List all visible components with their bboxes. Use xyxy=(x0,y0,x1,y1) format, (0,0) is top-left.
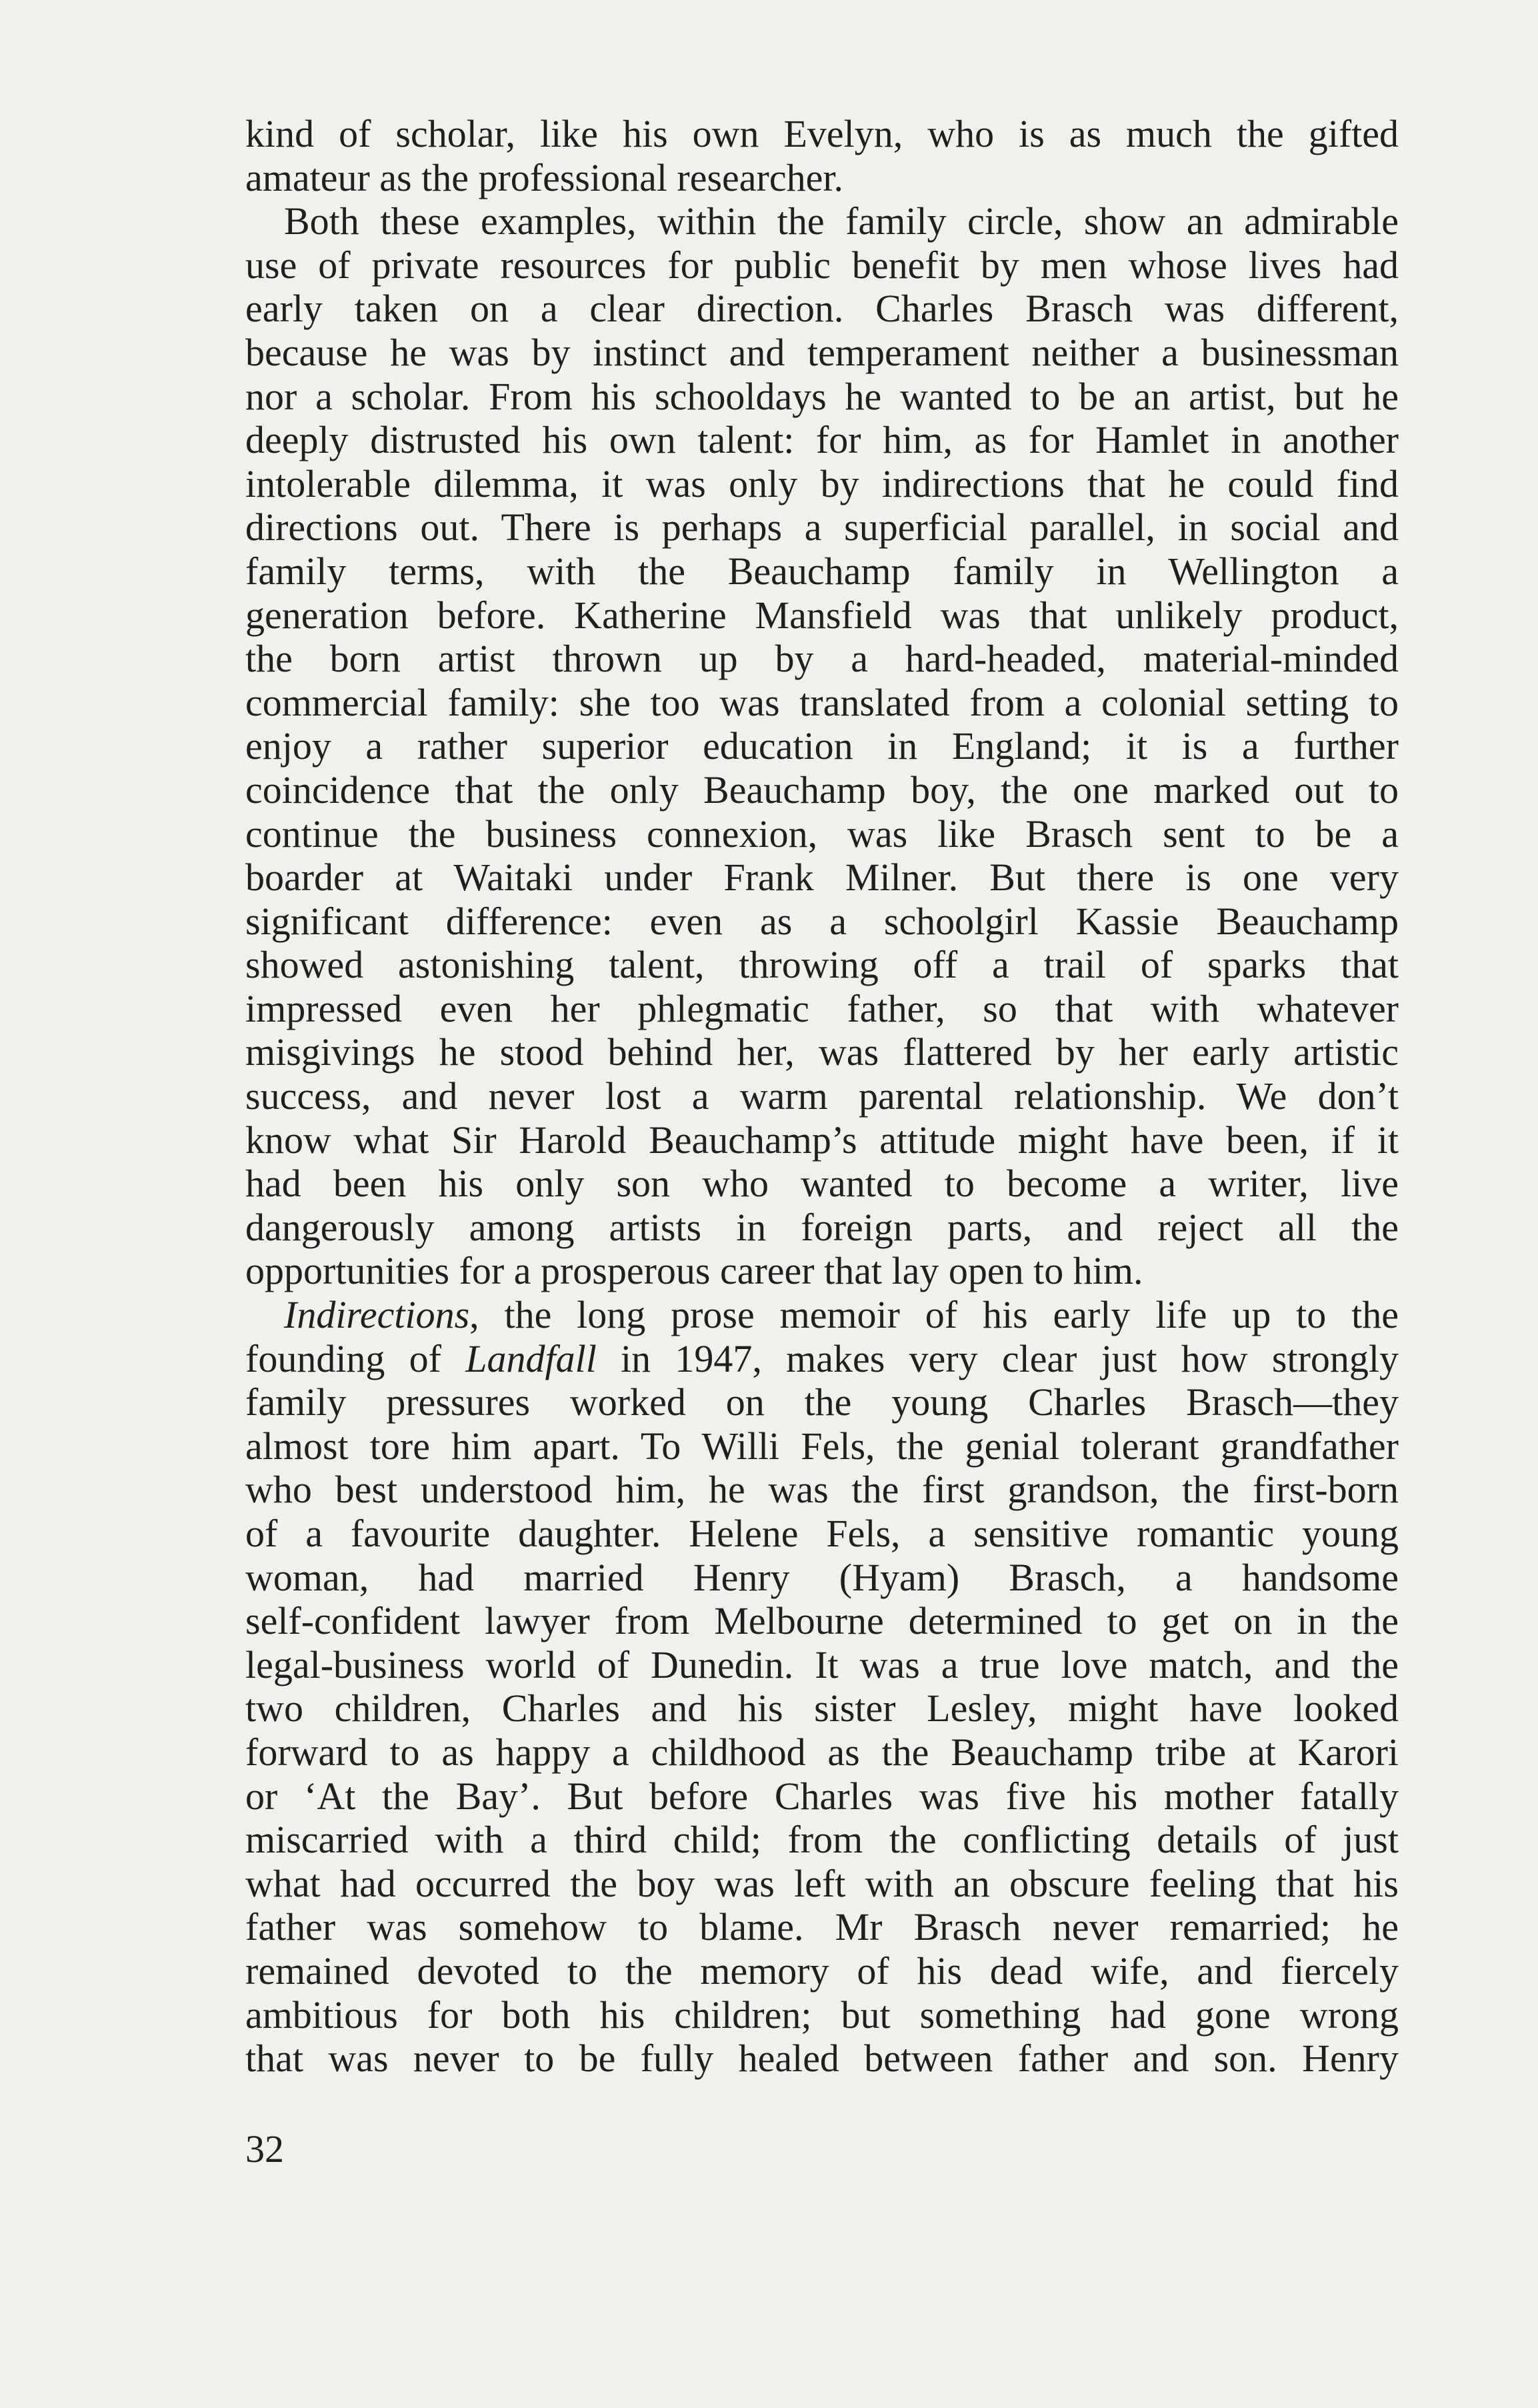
text-segment: two children, Charles and his sister Lesley, might have looked xyxy=(245,1686,1399,1730)
text-segment: continue the business connexion, was like Brasch sent to be a xyxy=(245,812,1399,856)
text-line xyxy=(245,1512,1399,1556)
text-segment: dangerously among artists in foreign parts, and reject all the xyxy=(245,1205,1399,1249)
text-line xyxy=(245,768,1399,812)
text-segment: amateur as the professional researcher. xyxy=(245,155,843,199)
text-segment: family pressures worked on the young Charles Brasch—they xyxy=(245,1380,1399,1424)
italic-title: Landfall xyxy=(465,1336,597,1380)
text-line xyxy=(245,1380,1399,1424)
text-line xyxy=(245,375,1399,419)
text-segment: misgivings he stood behind her, was flattered by her early artistic xyxy=(245,1030,1399,1074)
text-line xyxy=(245,1643,1399,1687)
text-line xyxy=(245,1905,1399,1949)
text-line xyxy=(245,462,1399,506)
text-line xyxy=(245,1293,1399,1337)
text-segment: showed astonishing talent, throwing off a trail of sparks that xyxy=(245,943,1399,987)
text-line xyxy=(245,1730,1399,1774)
text-line xyxy=(245,593,1399,638)
text-segment: had been his only son who wanted to become a writer, live xyxy=(245,1162,1399,1206)
text-segment: that was never to be fully healed between father and son. Henry xyxy=(245,2037,1399,2081)
text-segment: use of private resources for public benefit by men whose lives had xyxy=(245,243,1399,287)
text-segment: enjoy a rather superior education in England; it is a further xyxy=(245,724,1399,768)
text-line xyxy=(245,156,1399,200)
text-line xyxy=(245,112,1399,156)
text-segment: opportunities for a prosperous career that lay open to him. xyxy=(245,1249,1143,1293)
text-segment: founding of xyxy=(245,1336,466,1380)
text-line xyxy=(245,287,1399,331)
text-line xyxy=(245,331,1399,375)
text-line xyxy=(245,418,1399,462)
text-segment: Both these examples, within the family circle, show an admirable xyxy=(284,199,1399,243)
text-segment: , the long prose memoir of his early life up to the xyxy=(469,1293,1399,1337)
text-segment: early taken on a clear direction. Charles Brasch was different, xyxy=(245,287,1399,331)
text-line xyxy=(245,243,1399,287)
text-segment: because he was by instinct and temperament neither a businessman xyxy=(245,330,1399,374)
text-segment: of a favourite daughter. Helene Fels, a sensitive romantic young xyxy=(245,1512,1399,1555)
text-segment: ambitious for both his children; but something had gone wrong xyxy=(245,1993,1399,2037)
text-segment: woman, had married Henry (Hyam) Brasch, a handsome xyxy=(245,1555,1399,1599)
text-line xyxy=(245,987,1399,1031)
text-segment: legal-business world of Dunedin. It was a true love match, and the xyxy=(245,1642,1399,1686)
text-line xyxy=(245,1468,1399,1512)
text-segment: family terms, with the Beauchamp family in Wellington a xyxy=(245,549,1399,593)
text-line xyxy=(245,199,1399,243)
text-line xyxy=(245,1774,1399,1819)
text-line xyxy=(245,1424,1399,1468)
text-segment: self-confident lawyer from Melbourne determined to get on in the xyxy=(245,1599,1399,1643)
text-line xyxy=(245,1556,1399,1600)
text-line xyxy=(245,1993,1399,2037)
text-line xyxy=(245,2037,1399,2081)
text-segment: boarder at Waitaki under Frank Milner. But there is one very xyxy=(245,856,1399,900)
text-segment: who best understood him, he was the first grandson, the first-born xyxy=(245,1468,1399,1512)
text-segment: the born artist thrown up by a hard-headed, material-minded xyxy=(245,637,1399,681)
text-line xyxy=(245,1949,1399,1993)
text-segment: coincidence that the only Beauchamp boy, the one marked out to xyxy=(245,768,1399,812)
text-line xyxy=(245,1686,1399,1730)
text-segment: success, and never lost a warm parental relationship. We don’t xyxy=(245,1074,1399,1118)
text-segment: intolerable dilemma, it was only by indirections that he could find xyxy=(245,461,1399,505)
text-segment: miscarried with a third child; from the conflicting details of just xyxy=(245,1818,1399,1862)
text-line xyxy=(245,1818,1399,1862)
text-segment: nor a scholar. From his schooldays he wanted to be an artist, but he xyxy=(245,374,1399,418)
text-segment: know what Sir Harold Beauchamp’s attitude might have been, if it xyxy=(245,1118,1399,1162)
text-line xyxy=(245,900,1399,944)
text-line xyxy=(245,549,1399,593)
text-segment: impressed even her phlegmatic father, so that with whatever xyxy=(245,986,1399,1030)
text-line xyxy=(245,1862,1399,1906)
text-line xyxy=(245,505,1399,549)
text-line xyxy=(245,1162,1399,1206)
text-line xyxy=(245,943,1399,987)
text-segment: deeply distrusted his own talent: for him, as for Hamlet in another xyxy=(245,418,1399,462)
text-line xyxy=(245,724,1399,768)
text-segment: father was somehow to blame. Mr Brasch never remarried; he xyxy=(245,1905,1399,1949)
text-segment: generation before. Katherine Mansfield was that unlikely product, xyxy=(245,593,1399,637)
text-segment: forward to as happy a childhood as the Beauchamp tribe at Karori xyxy=(245,1730,1399,1774)
text-line xyxy=(245,637,1399,681)
text-line xyxy=(245,1118,1399,1162)
text-line xyxy=(245,1249,1399,1293)
text-segment: what had occurred the boy was left with an obscure feeling that his xyxy=(245,1861,1399,1905)
text-line xyxy=(245,681,1399,725)
text-segment: kind of scholar, like his own Evelyn, who is as much the gifted xyxy=(245,112,1399,155)
body-text xyxy=(245,112,1399,2081)
text-segment: commercial family: she too was translated from a colonial setting to xyxy=(245,680,1399,724)
text-line xyxy=(245,1337,1399,1381)
text-line xyxy=(245,1599,1399,1643)
text-line xyxy=(245,1030,1399,1074)
text-line xyxy=(245,856,1399,900)
text-line xyxy=(245,812,1399,856)
text-segment: in 1947, makes very clear just how strongly xyxy=(596,1336,1399,1380)
text-segment: significant difference: even as a schoolgirl Kassie Beauchamp xyxy=(245,899,1399,943)
text-segment: or ‘At the Bay’. But before Charles was five his mother fatally xyxy=(245,1774,1399,1818)
text-segment: remained devoted to the memory of his dead wife, and fiercely xyxy=(245,1949,1399,1993)
text-line xyxy=(245,1206,1399,1250)
page-number: 32 xyxy=(245,2127,284,2171)
text-line xyxy=(245,1074,1399,1118)
italic-title: Indirections xyxy=(284,1293,470,1337)
text-segment: directions out. There is perhaps a superficial parallel, in social and xyxy=(245,505,1399,549)
text-segment: almost tore him apart. To Willi Fels, the genial tolerant grandfather xyxy=(245,1424,1399,1468)
